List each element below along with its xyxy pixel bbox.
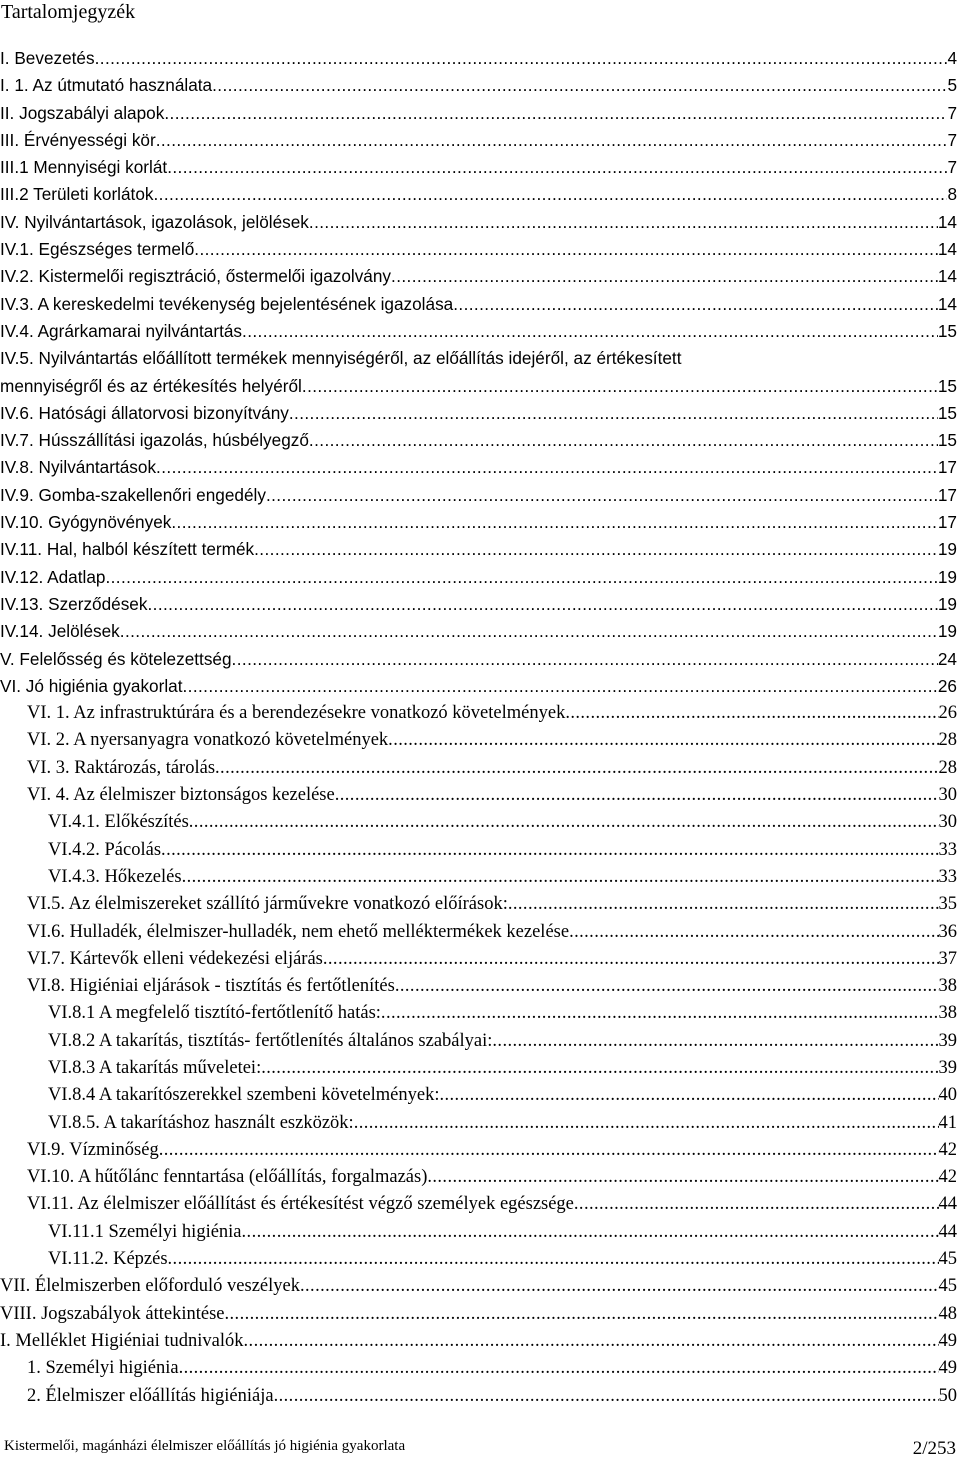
toc-entry-page: 15: [937, 320, 957, 341]
toc-entry[interactable]: [0, 646, 957, 673]
toc-entry[interactable]: [0, 618, 957, 645]
toc-entry-page: 14: [937, 239, 957, 260]
toc-entry[interactable]: [0, 400, 957, 427]
toc-entry-title: VI.8. Higiéniai eljárások - tisztítás és fertőtlenítés: [27, 976, 395, 997]
toc-entry-page: 36: [938, 921, 957, 942]
toc-dot-leader: [161, 837, 938, 864]
toc-entry-title: IV.3. A kereskedelmi tevékenység bejelentésének igazolása: [0, 293, 454, 314]
toc-dot-leader: [242, 318, 938, 345]
toc-entry-title: IV.6. Hatósági állatorvosi bizonyítvány: [0, 402, 289, 423]
toc-entry-page: 50: [938, 1385, 957, 1406]
toc-dot-leader: [574, 1191, 939, 1218]
toc-entry-page: 37: [938, 948, 957, 969]
toc-entry-title: IV.9. Gomba-szakellenőri engedély: [0, 484, 266, 505]
toc-entry[interactable]: [0, 345, 957, 372]
toc-entry-title: IV.1. Egészséges termelő: [0, 239, 195, 260]
toc-entry-page: 44: [938, 1221, 957, 1242]
toc-entry[interactable]: [0, 318, 957, 345]
toc-dot-leader: [354, 1110, 939, 1137]
toc-entry[interactable]: [0, 427, 957, 454]
toc-dot-leader: [167, 154, 947, 181]
toc-entry-page: 19: [937, 566, 957, 587]
toc-entry-title: VI.11. Az élelmiszer előállítást és értékesítést végző személyek egészsége: [27, 1194, 574, 1215]
toc-dot-leader: [120, 618, 938, 645]
toc-entry-title: VI.8.4 A takarítószerekkel szembeni követelmények:: [48, 1085, 440, 1106]
toc-dot-leader: [391, 263, 938, 290]
toc-entry[interactable]: [0, 727, 957, 754]
toc-entry[interactable]: [0, 509, 957, 536]
toc-entry-title: VI.5. Az élelmiszereket szállító járművekre vonatkozó előírások:: [27, 894, 508, 915]
toc-entry-title: VI. 4. Az élelmiszer biztonságos kezelése: [27, 785, 335, 806]
toc-entry[interactable]: [0, 1355, 957, 1382]
toc-entry-page: 5: [947, 75, 957, 96]
toc-entry[interactable]: [0, 482, 957, 509]
toc-entry-page: 7: [947, 157, 957, 178]
toc-entry-page: 15: [937, 430, 957, 451]
toc-entry[interactable]: [0, 837, 957, 864]
toc-dot-leader: [300, 1273, 939, 1300]
toc-entry[interactable]: [0, 919, 957, 946]
toc-entry[interactable]: [0, 291, 957, 318]
toc-entry-title: VI.4.1. Előkészítés: [48, 812, 189, 833]
toc-entry[interactable]: [0, 973, 957, 1000]
toc-dot-leader: [261, 1055, 938, 1082]
toc-entry-page: 28: [938, 730, 957, 751]
toc-dot-leader: [164, 100, 947, 127]
toc-entry[interactable]: [0, 1301, 957, 1328]
toc-entry-page: 14: [937, 211, 957, 232]
toc-entry-title: III. Érvényességi kör: [0, 129, 156, 150]
toc-entry[interactable]: [0, 236, 957, 263]
toc-dot-leader: [171, 509, 938, 536]
toc-entry[interactable]: [0, 154, 957, 181]
toc-entry[interactable]: [0, 1082, 957, 1109]
toc-dot-leader: [427, 1164, 938, 1191]
toc-entry-title: VI.9. Vízminőség: [27, 1139, 159, 1160]
toc-entry-title: III.2 Területi korlátok: [0, 184, 154, 205]
toc-entry-page: 42: [938, 1139, 957, 1160]
toc-dot-leader: [453, 291, 938, 318]
toc-dot-leader: [309, 427, 938, 454]
toc-entry-title: VI.11.2. Képzés: [48, 1249, 168, 1270]
toc-dot-leader: [569, 919, 938, 946]
toc-entry-page: 8: [947, 184, 957, 205]
toc-entry[interactable]: [0, 673, 957, 700]
toc-dot-leader: [302, 373, 938, 400]
toc-entry[interactable]: [0, 1110, 957, 1137]
toc-dot-leader: [95, 45, 948, 72]
toc-entry[interactable]: [0, 1219, 957, 1246]
page-number: 2/253: [912, 1438, 956, 1459]
toc-entry-page: 7: [947, 129, 957, 150]
toc-entry-title: IV.13. Szerződések: [0, 593, 148, 614]
toc-entry-page: 15: [937, 402, 957, 423]
toc-dot-leader: [254, 536, 938, 563]
toc-entry[interactable]: [0, 1000, 957, 1027]
toc-entry-page: 15: [937, 375, 957, 396]
toc-entry-page: 45: [938, 1249, 957, 1270]
toc-dot-leader: [565, 700, 938, 727]
toc-entry-page: 39: [938, 1030, 957, 1051]
toc-dot-leader: [159, 1137, 939, 1164]
toc-entry-page: 14: [937, 266, 957, 287]
toc-entry-page: 41: [938, 1112, 957, 1133]
toc-entry-page: 35: [938, 894, 957, 915]
toc-entry-title: IV. Nyilvántartások, igazolások, jelölések: [0, 211, 309, 232]
toc-entry-title: IV.10. Gyógynövények: [0, 512, 172, 533]
toc-entry-page: 14: [937, 293, 957, 314]
toc-entry[interactable]: [0, 782, 957, 809]
toc-entry[interactable]: [0, 1164, 957, 1191]
toc-dot-leader: [274, 1383, 939, 1410]
toc-entry-title: II. Jogszabályi alapok: [0, 102, 165, 123]
toc-entry-page: 19: [937, 593, 957, 614]
toc-entry[interactable]: [0, 1383, 957, 1410]
toc-entry-page: 39: [938, 1057, 957, 1078]
toc-entry-title: mennyiségről és az értékesítés helyéről: [0, 375, 302, 396]
toc-entry[interactable]: [0, 1191, 957, 1218]
toc-entry[interactable]: [0, 1328, 957, 1355]
toc-entry-title: I. Bevezetés: [0, 48, 95, 68]
toc-entry-title: VI.8.2 A takarítás, tisztítás- fertőtlenítés általános szabályai:: [48, 1030, 493, 1051]
toc-entry[interactable]: [0, 1055, 957, 1082]
toc-dot-leader: [156, 454, 938, 481]
toc-dot-leader: [212, 72, 947, 99]
toc-dot-leader: [395, 973, 939, 1000]
toc-entry-title: IV.12. Adatlap: [0, 566, 106, 587]
toc-entry-title: VI.10. A hűtőlánc fenntartása (előállítás, forgalmazás): [27, 1167, 428, 1188]
toc-entry-page: 19: [937, 539, 957, 560]
toc-entry[interactable]: [0, 1137, 957, 1164]
toc-entry-title: IV.4. Agrárkamarai nyilvántartás: [0, 320, 243, 341]
toc-entry-title: IV.8. Nyilvántartások: [0, 457, 157, 478]
toc-entry-page: 33: [938, 866, 957, 887]
toc-entry-page: 49: [938, 1358, 957, 1379]
toc-dot-leader: [194, 236, 938, 263]
toc-entry[interactable]: [0, 263, 957, 290]
toc-entry-title: VI.6. Hulladék, élelmiszer-hulladék, nem ehető melléktermékek kezelése: [27, 921, 570, 942]
toc-entry[interactable]: [0, 72, 957, 99]
toc-dot-leader: [232, 646, 938, 673]
toc-entry-page: 42: [938, 1167, 957, 1188]
toc-entry[interactable]: [0, 181, 957, 208]
toc-entry-page: 28: [938, 757, 957, 778]
toc-entry[interactable]: [0, 700, 957, 727]
toc-entry-title: 2. Élelmiszer előállítás higiéniája: [27, 1385, 274, 1406]
toc-entry-title: IV.14. Jelölések: [0, 621, 120, 642]
toc-entry-title: IV.7. Hússzállítási igazolás, húsbélyegző: [0, 430, 309, 451]
toc-entry-page: 4: [947, 48, 957, 68]
toc-entry[interactable]: [0, 127, 957, 154]
page-title: Tartalomjegyzék: [1, 1, 136, 23]
toc-entry-page: 33: [938, 839, 957, 860]
toc-entry-title: VI. 1. Az infrastruktúrára és a berendezésekre vonatkozó követelmények: [27, 703, 566, 724]
toc-entry[interactable]: [0, 1246, 957, 1273]
toc-entry-page: 30: [938, 785, 957, 806]
toc-dot-leader: [189, 809, 939, 836]
toc-entry[interactable]: [0, 373, 957, 400]
footer-title: Kistermelői, magánházi élelmiszer előállítás jó higiénia gyakorlata: [4, 1438, 406, 1454]
toc-entry[interactable]: [0, 946, 957, 973]
toc-entry-title: IV.5. Nyilvántartás előállított termékek mennyiségéről, az előállítás idejéről, az értékesített: [0, 348, 682, 369]
toc-dot-leader: [244, 1328, 939, 1355]
toc-dot-leader: [266, 482, 938, 509]
toc-entry-title: VI. 2. A nyersanyagra vonatkozó követelmények: [27, 730, 389, 751]
toc-dot-leader: [154, 181, 948, 208]
toc-entry-page: 17: [937, 457, 957, 478]
toc-entry-title: VI.8.1 A megfelelő tisztító-fertőtlenítő hatás:: [48, 1003, 381, 1024]
toc-entry[interactable]: [0, 100, 957, 127]
toc-dot-leader: [492, 1028, 938, 1055]
toc-entry-title: VII. Élelmiszerben előforduló veszélyek: [0, 1276, 300, 1297]
toc-entry[interactable]: [0, 45, 957, 72]
toc-dot-leader: [323, 946, 939, 973]
toc-entry-page: 38: [938, 1003, 957, 1024]
toc-entry[interactable]: [0, 564, 957, 591]
toc-entry-title: I. Melléklet Higiéniai tudnivalók: [0, 1330, 244, 1351]
toc-entry-title: I. 1. Az útmutató használata: [0, 75, 213, 96]
toc-entry-page: 17: [937, 512, 957, 533]
toc-entry[interactable]: [0, 755, 957, 782]
toc-entry-title: VI.4.2. Pácolás: [48, 839, 162, 860]
toc-dot-leader: [242, 1219, 939, 1246]
toc-entry[interactable]: [0, 1028, 957, 1055]
toc-entry-page: 7: [947, 102, 957, 123]
toc-entry-page: 38: [938, 976, 957, 997]
toc-entry-title: VI. Jó higiénia gyakorlat: [0, 675, 183, 696]
toc-dot-leader: [508, 891, 939, 918]
toc-dot-leader: [335, 782, 939, 809]
toc-dot-leader: [289, 400, 938, 427]
toc-entry-title: VI.11.1 Személyi higiénia: [48, 1221, 242, 1242]
toc-entry-page: 26: [937, 675, 957, 696]
toc-entry[interactable]: [0, 454, 957, 481]
toc-entry-page: 26: [938, 703, 957, 724]
toc-entry-title: V. Felelősség és kötelezettség: [0, 648, 232, 669]
toc-entry-page: 17: [937, 484, 957, 505]
toc-entry-title: VI.4.3. Hőkezelés: [48, 866, 182, 887]
toc-dot-leader: [225, 1301, 939, 1328]
toc-dot-leader: [182, 864, 939, 891]
toc-dot-leader: [156, 127, 948, 154]
toc-dot-leader: [388, 727, 938, 754]
toc-entry-page: 45: [938, 1276, 957, 1297]
toc-dot-leader: [182, 673, 937, 700]
toc-entry-title: 1. Személyi higiénia: [27, 1358, 179, 1379]
toc-entry-page: 40: [938, 1085, 957, 1106]
toc-entry-title: VI.8.3 A takarítás műveletei:: [48, 1057, 262, 1078]
toc-entry[interactable]: [0, 864, 957, 891]
toc-entry[interactable]: [0, 809, 957, 836]
toc-dot-leader: [168, 1246, 939, 1273]
toc-entry[interactable]: [0, 209, 957, 236]
toc-entry-page: 48: [938, 1303, 957, 1324]
toc-entry[interactable]: [0, 536, 957, 563]
toc-dot-leader: [215, 755, 938, 782]
toc-dot-leader: [179, 1355, 939, 1382]
toc-entry-title: VI.7. Kártevők elleni védekezési eljárás: [27, 948, 323, 969]
toc-entry-title: III.1 Mennyiségi korlát: [0, 157, 168, 178]
toc-entry-page: 19: [937, 621, 957, 642]
toc-entry-title: VI.8.5. A takarításhoz használt eszközök:: [48, 1112, 354, 1133]
toc-dot-leader: [309, 209, 938, 236]
toc-dot-leader: [381, 1000, 939, 1027]
toc-entry-page: 24: [937, 648, 957, 669]
toc-entry[interactable]: [0, 591, 957, 618]
toc-entry-title: IV.11. Hal, halból készített termék: [0, 539, 255, 560]
table-of-contents: [0, 45, 957, 1410]
toc-entry[interactable]: [0, 891, 957, 918]
toc-entry[interactable]: [0, 1273, 957, 1300]
toc-dot-leader: [147, 591, 937, 618]
toc-entry-title: VI. 3. Raktározás, tárolás: [27, 757, 216, 778]
toc-dot-leader: [439, 1082, 938, 1109]
toc-entry-title: IV.2. Kistermelői regisztráció, őstermelői igazolvány: [0, 266, 392, 287]
toc-dot-leader: [105, 564, 937, 591]
toc-entry-title: VIII. Jogszabályok áttekintése: [0, 1303, 225, 1324]
toc-entry-page: 44: [938, 1194, 957, 1215]
toc-entry-page: 49: [938, 1330, 957, 1351]
toc-entry-page: 30: [938, 812, 957, 833]
